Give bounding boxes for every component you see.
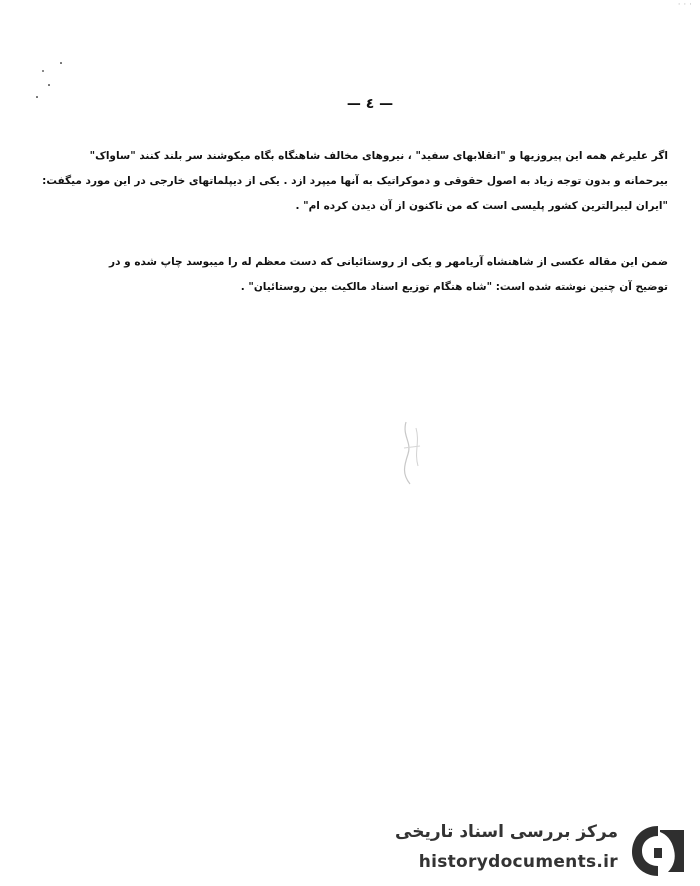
paragraph-line: "ایران لیبرالترین کشور پلیسی است که من تاکنون از آن دیدن کرده ام" . bbox=[295, 200, 668, 212]
scan-speck bbox=[48, 84, 50, 86]
paragraph-line: بیرحمانه و بدون توجه زیاد به اصول حقوقی و دموکراتیک به آنها میپرد ازد . یکی از دیپلماتهای خارجی در این مورد میگفت: bbox=[42, 175, 668, 187]
scan-ghost-mark bbox=[398, 418, 428, 488]
paragraph-1 bbox=[30, 144, 668, 219]
scan-speck bbox=[60, 62, 62, 64]
scan-speck bbox=[36, 96, 38, 98]
paragraph-line: ضمن این مقاله عکسی از شاهنشاه آریامهر و یکی از روستائیانی که دست معظم له را میبوسد چاپ شده و در bbox=[109, 256, 668, 268]
watermark-title: مرکز بررسی اسناد تاریخی bbox=[395, 822, 618, 842]
watermark-url: historydocuments.ir bbox=[418, 852, 618, 872]
page-number: — ٤ — bbox=[346, 96, 394, 112]
paragraph-line: توضیح آن چنین نوشته شده است: "شاه هنگام توزیع اسناد مالکیت بین روستائیان" . bbox=[240, 281, 668, 293]
archive-logo-icon bbox=[628, 822, 688, 878]
paragraph-line: اگر علیرغم همه این پیروزیها و "انقلابهای سفید" ، نیروهای مخالف شاهنگاه بگاه میکوشند سر بلند کنند "ساواک" bbox=[89, 150, 668, 162]
watermark bbox=[395, 822, 690, 878]
scan-speck bbox=[42, 70, 44, 72]
scan-corner-artifact: · · · bbox=[677, 0, 692, 10]
paragraph-2 bbox=[30, 250, 668, 300]
